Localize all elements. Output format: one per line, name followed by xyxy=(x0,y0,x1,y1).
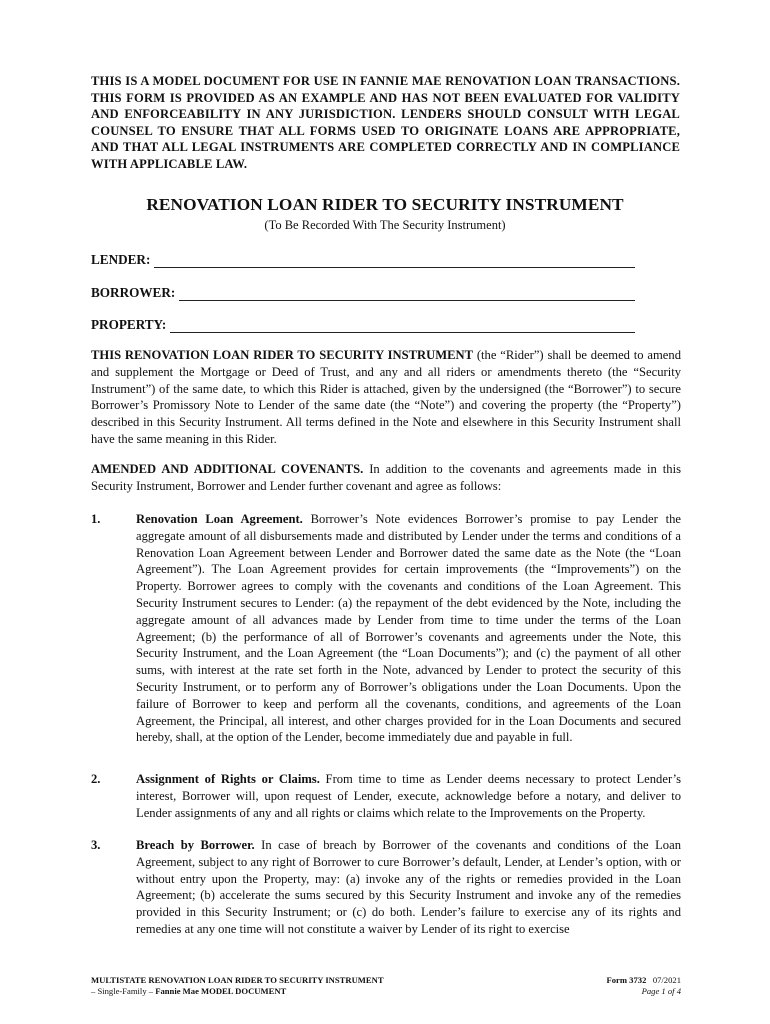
covenants-paragraph xyxy=(91,461,681,495)
covenants-text: In addition to the covenants and agreements made in this Security Instrument, Borrower and Lender further covenant and agree as follows: xyxy=(91,462,682,493)
intro-lead: THIS RENOVATION LOAN RIDER TO SECURITY INSTRUMENT xyxy=(91,348,474,362)
document-subtitle: (To Be Recorded With The Security Instrument) xyxy=(264,218,506,232)
section-heading: Renovation Loan Agreement. xyxy=(136,512,303,526)
lender-blank-line xyxy=(154,251,635,268)
model-document-disclaimer: THIS IS A MODEL DOCUMENT FOR USE IN FANNIE MAE RENOVATION LOAN TRANSACTIONS. THIS FORM IS PROVIDED AS AN EXAMPLE AND HAS NOT BEEN EVALUATED FOR VALIDITY AND ENFORCEABILITY IN ANY JURISDICTION. LENDERS SHOULD CONSULT WITH LEGAL COUNSEL TO ENSURE THAT ALL FORMS USED TO ORIGINATE LOANS ARE APPROPRIATE, AND THAT ALL LEGAL INSTRUMENTS ARE COMPLETED CORRECTLY AND IN COMPLIANCE WITH APPLICABLE LAW. xyxy=(91,74,680,171)
section-body xyxy=(136,771,681,821)
section-heading: Assignment of Rights or Claims. xyxy=(136,772,320,786)
intro-paragraph xyxy=(91,347,681,448)
section-number: 3. xyxy=(91,838,101,852)
property-field xyxy=(91,315,635,333)
page-number: Page 1 of 4 xyxy=(641,986,681,996)
document-title: RENOVATION LOAN RIDER TO SECURITY INSTRUMENT xyxy=(146,195,624,214)
footer-title: MULTISTATE RENOVATION LOAN RIDER TO SECURITY INSTRUMENT xyxy=(91,975,384,985)
footer-form-name xyxy=(91,975,384,997)
footer-subtitle-prefix: – Single-Family – xyxy=(91,986,156,996)
form-date: 07/2021 xyxy=(652,975,681,985)
section-number: 2. xyxy=(91,772,101,786)
intro-text: (the “Rider”) shall be deemed to amend and supplement the Mortgage or Deed of Trust, and any and all riders or amendments thereto (the “Security Instrument”) of the same date, to which this Rider is attached, given by the undersigned (the “Borrower”) to secure Borrower’s Promissory Note to Lender of the same date (the “Note”) and covering the property (the “Property”) described in this Security Instrument. All terms defined in the Note and elsewhere in this Security Instrument shall have the same meaning in this Rider. xyxy=(91,348,681,446)
section-body xyxy=(136,837,681,938)
lender-field xyxy=(91,250,635,268)
covenants-lead: AMENDED AND ADDITIONAL COVENANTS. xyxy=(91,462,364,476)
property-blank-line xyxy=(170,316,635,333)
footer-subtitle xyxy=(91,986,384,997)
section-text: Borrower’s Note evidences Borrower’s promise to pay Lender the aggregate amount of all disbursements made and distributed by Lender under the terms and conditions of a Renovation Loan Agreement between Lender and Borrower dated the same date as the Note (the “Loan Agreement”). The Loan Agreement provides for certain improvements (the “Improvements”) on the Property. Borrower agrees to comply with the covenants and conditions of the Loan Agreement. This Security Instrument secures to Lender: (a) the repayment of the debt evidenced by the Note, including the aggregate amount of all advances made by Lender from time to time under the terms of the Loan Agreement; (b) the performance of all of Borrower’s covenants and agreements under the Note, this Security Instrument, and the Loan Agreement (the “Loan Documents”); and (c) the payment of all other sums, with interest at the rate set forth in the Note, advanced by Lender to protect the security of this Security Instrument, or to perform any of Borrower’s obligations under the Loan Documents. Upon the failure of Borrower to keep and perform all the covenants, conditions, and agreements of the Loan Agreement, the Principal, all interest, and other charges provided for in the Loan Documents and secured hereby, shall, at the option of the Lender, become immediately due and payable in full. xyxy=(136,512,681,745)
section-heading: Breach by Borrower. xyxy=(136,838,255,852)
section-body xyxy=(136,511,681,746)
borrower-field xyxy=(91,283,635,301)
footer-form-line xyxy=(560,975,681,986)
footer-form-info xyxy=(560,975,681,997)
section-text: In case of breach by Borrower of the covenants and conditions of the Loan Agreement, subject to any right of Borrower to cure Borrower’s default, Lender, at Lender’s option, with or without entry upon the Property, may: (a) invoke any of the rights or remedies provided in the Loan Agreement; (b) accelerate the sums secured by this Security Instrument and invoke any of the remedies provided in this Security Instrument; or (c) do both. Lender’s failure to exercise any of its rights and remedies at any one time will not constitute a waiver by Lender of its right to exercise xyxy=(136,838,681,936)
property-label: PROPERTY: xyxy=(91,317,167,332)
section-number: 1. xyxy=(91,512,101,526)
form-number: Form 3732 xyxy=(606,975,647,985)
section-text: From time to time as Lender deems necessary to protect Lender’s interest, Borrower will, upon request of Lender, execute, acknowledge before a notary, and deliver to Lender assignments of any and all rights or claims which relate to the Improvements on the Property. xyxy=(136,772,682,820)
lender-label: LENDER: xyxy=(91,252,151,267)
borrower-label: BORROWER: xyxy=(91,285,176,300)
borrower-blank-line xyxy=(179,284,635,301)
footer-subtitle-model: Fannie Mae MODEL DOCUMENT xyxy=(155,986,287,996)
